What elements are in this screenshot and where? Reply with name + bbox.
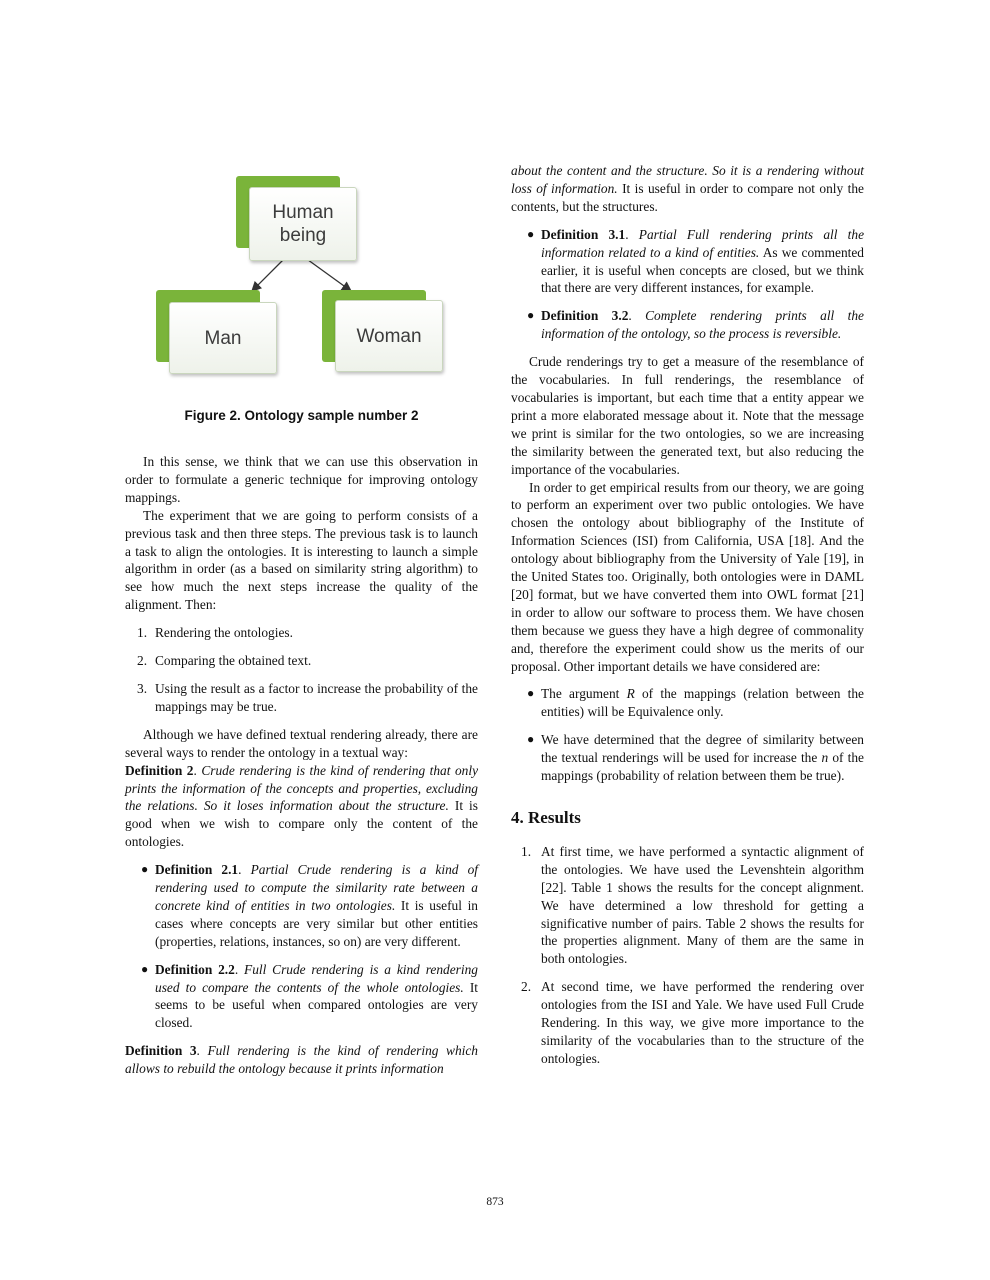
node-label-top: Human being [249,187,357,261]
paragraph: Although we have defined textual rendering already, there are several ways to render the ontology in a textual way: [125,726,478,760]
list-item: ● Definition 3.2. Complete rendering prints all the information of the ontology, so the process is reversible. [527,308,864,342]
list-number: 2. [521,979,532,995]
paragraph: The experiment that we are going to perform consists of a previous task and then three steps. The previous task is to launch a task to align the ontologies. It is interesting to launch a simple algorithm in order (as a based on similarity string algorithm) to see how much the next steps increase the quality of the alignment. Then: [125,507,478,613]
list-item [125,680,478,716]
list-text: Rendering the ontologies. [155,625,293,641]
definition-italic: Partial Full rendering prints all the information related to a kind of entities. [541,226,865,260]
node-label-left: Man [169,302,277,374]
definition-italic: Crude rendering is the kind of rendering that only prints the information of the concepts and properties, excluding the relations. So it loses information about the structure. [125,762,479,814]
list-text: Using the result as a factor to increase the probability of the mappings may be true. [155,680,478,714]
steps-list [125,624,478,716]
list-number: 1. [521,843,532,859]
list-item [511,978,864,1068]
list-number: 1. [137,625,148,641]
list-item: ● Definition 2.1. Partial Crude rendering is a kind of rendering used to compute the similarity rate between a concrete kind of entities in two ontologies. It is useful in cases where concepts are very similar but other entities (properties, relations, instances, so on) are very different. [141,862,478,949]
paragraph: In order to get empirical results from our theory, we are going to perform an experiment over two public ontologies. We have chosen the ontology about bibliography of the Institute of Information Sciences (ISI) from California, USA [18]. And the ontology about bibliography from the University of Yale [19], in the United States too. Originally, both ontologies were in DAML [20] format, but we have converted them into OWL format [21] in order to allow our software to process them. We have chosen them because we guess they have a high degree of commonality and, therefore the experiment could show us the merits of our proposal. Other important details we have considered are: [511,479,864,674]
bullet-text: of the mappings (probability of relation between them be true). [541,750,864,784]
bullet-text: We have determined that the degree of similarity between the textual renderings will be used for increase the [541,732,864,766]
definition-text: It is good when we wish to compare only the content of the ontologies. [125,798,478,850]
list-item [511,685,864,721]
definition-italic: Full Crude rendering is a kind rendering used to compare the contents of the whole ontologies. [155,961,479,995]
definition-italic: Full rendering is the kind of rendering which allows to rebuild the ontology because it prints information [125,1043,478,1077]
results-list [511,843,864,1068]
list-item [511,731,864,785]
definition-label: Definition 2.1 [155,862,239,878]
definition-italic: Complete rendering prints all the information of the ontology, so the process is reversible. [541,308,864,342]
list-item: ● Definition 3.1. Partial Full rendering prints all the information related to a kind of entities. As we commented earlier, it is useful when concepts are closed, but we think that there are very different instances, for example. [527,226,865,296]
definition-label: Definition 2 [125,762,194,778]
definition-text: As we commented earlier, it is useful when concepts are closed, but we think that there are very different instances, for example. [541,244,864,296]
list-text: At second time, we have performed the rendering over ontologies from the ISI and Yale. We have used Full Crude Rendering. In this way, we give more importance to the similarity of the vocabularies than to the structure of the ontologies. [541,979,864,1066]
definition-2: Definition 2. Crude rendering is the kind of rendering that only prints the information of the concepts and properties, excluding the relations. So it loses information about the structure. It is good when we wish to compare only the content of the ontologies. [125,762,479,850]
bullet-text: of the mappings (relation between the entities) will be Equivalence only. [541,686,864,720]
definition-bullets [125,861,478,1032]
right-column [511,162,864,1078]
bullet-icon: ● [141,961,149,976]
arrow-to-man [252,257,286,291]
paragraph: In this sense, we think that we can use this observation in order to formulate a generic technique for improving ontology mappings. [125,454,478,505]
definition-label: Definition 2.2 [155,961,235,977]
list-item: ● Definition 2.2. Full Crude rendering is a kind rendering used to compare the contents of the whole ontologies. It seems to be useful when compared ontologies are very closed. [141,961,479,1031]
figure-caption: Figure 2. Ontology sample number 2 [184,408,419,423]
section-heading: 4. Results [511,808,581,827]
definition-3: Definition 3. Full rendering is the kind of rendering which allows to rebuild the ontology because it prints information [125,1043,478,1077]
bullet-text: The argument [541,686,620,702]
node-woman [322,290,444,376]
node-man [156,290,278,376]
bullet-icon: ● [527,308,535,323]
node-human-being [236,176,358,262]
left-column [125,453,478,1078]
continued-text: It is useful in order to compare not only the contents, but the structures. [511,180,864,214]
definition-text: It is useful in cases where concepts are very similar but other entities (properties, relations, instances, so on) are very different. [155,897,478,949]
arrow-to-woman [304,257,351,291]
node-label-right: Woman [335,300,443,372]
paragraph: Crude renderings try to get a measure of the resemblance of the vocabularies. In full renderings, the resemblance of vocabularies is important, but each time that a entity appear we print a more elaborated message about it. Note that the message we print is similar for the two ontologies, so we are increasing the similarity between the generated text, but also reducing the importance of the vocabularies. [511,354,864,477]
list-item [125,624,478,642]
ontology-figure [148,168,453,388]
definition-label: Definition 3.1 [541,226,626,242]
list-text: At first time, we have performed a syntactic alignment of the ontologies. We have used the Levenshtein algorithm [22]. Table 1 shows the results for the concept alignment. We have determined a low threshold for getting a significative number of pairs. Table 2 shows the results for the properties alignment. Many of them are the same in both ontologies. [541,843,864,967]
definition-italic: Partial Crude rendering is a kind of rendering used to compute the similarity rate between a concrete kind of entities in two ontologies. [155,862,478,913]
list-text: Comparing the obtained text. [155,653,312,669]
list-item [511,843,864,968]
detail-bullets [511,685,864,785]
bullet-icon: ● [527,686,535,701]
math-variable: R [626,686,635,702]
bullet-icon: ● [527,732,535,747]
math-variable: n [821,750,829,766]
list-item [125,652,478,670]
definition-text: It seems to be useful when compared ontologies are very closed. [155,979,478,1031]
list-number: 3. [137,680,148,696]
definition-bullets [511,226,864,343]
page-number: 873 [486,1196,504,1208]
definition-label: Definition 3.2 [541,308,629,324]
continued-italic: about the content and the structure. So it is a rendering without loss of information. [511,163,864,196]
bullet-icon: ● [141,862,149,877]
bullet-icon: ● [527,226,535,241]
list-number: 2. [137,653,148,669]
definition-label: Definition 3 [125,1043,197,1059]
paragraph [511,162,864,216]
